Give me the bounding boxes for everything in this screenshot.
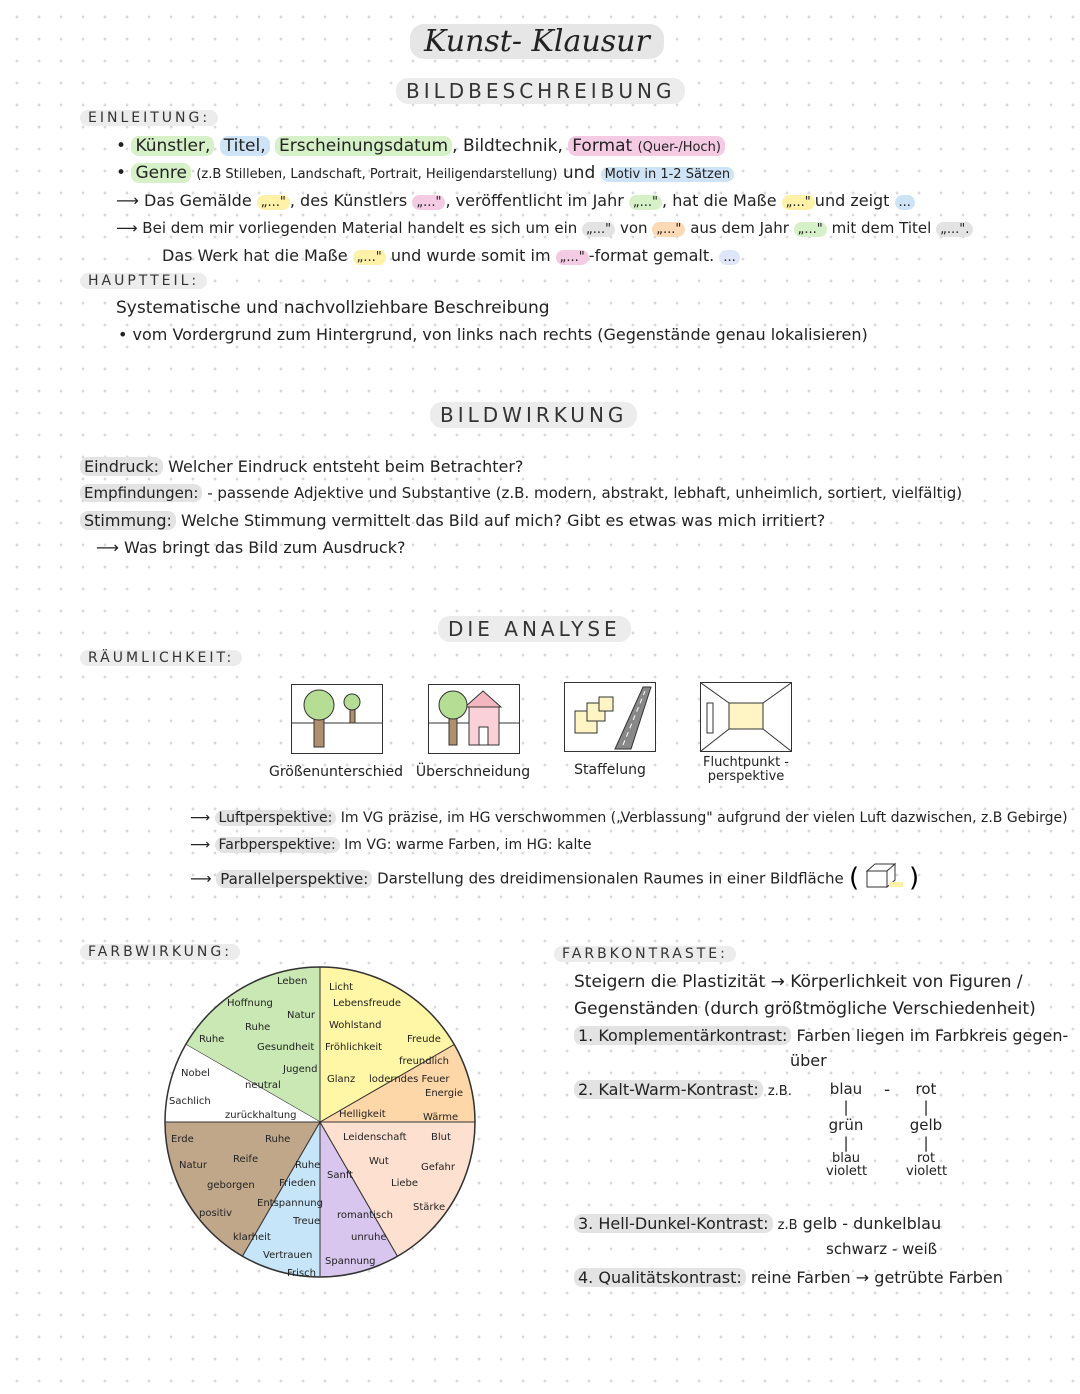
color-rot: rot (915, 1080, 937, 1098)
word-datum: Erscheinungsdatum (275, 136, 452, 156)
hauptteil-line-1: Systematische und nachvollziehbare Beschreibung (116, 298, 550, 318)
placeholder-quote: „..." (556, 250, 589, 265)
empfindungen-line (80, 484, 962, 502)
placeholder-quote: „..." (782, 195, 815, 210)
zb: z.B (777, 1218, 798, 1233)
text: Im VG präzise, im HG verschwommen („Verblassung" aufgrund der vielen Luft dazwischen, z.B Gebirge) (340, 810, 1068, 826)
word: Ruhe (265, 1134, 291, 1145)
figure-ueberschneidung (428, 684, 520, 754)
text: , des Künstlers (289, 191, 408, 210)
text: mit dem Titel (831, 219, 932, 237)
hauptteil-line-2 (118, 325, 868, 344)
luftperspektive-line (190, 810, 1068, 826)
page-title: Kunst- Klausur (410, 24, 664, 59)
trees-icon (292, 685, 382, 753)
corridor-icon (701, 683, 791, 751)
figure-staffelung (564, 682, 656, 752)
word: Entspannung (257, 1198, 323, 1209)
label-farbkontraste: FARBKONTRASTE: (554, 946, 736, 962)
word: Jugend (283, 1064, 318, 1075)
label-eindruck: Eindruck: (80, 457, 163, 476)
word: Spannung (325, 1256, 376, 1267)
word: Leidenschaft (343, 1132, 407, 1143)
word: Sanft (327, 1170, 354, 1181)
kontraste-intro-2: Gegenständen (durch größtmögliche Verschiedenheit) (574, 999, 1036, 1019)
ausdruck-line (96, 538, 405, 557)
word: Gefahr (421, 1162, 455, 1173)
figure-groessenunterschied (291, 684, 383, 754)
word: Glanz (327, 1074, 356, 1085)
cube-icon (849, 862, 929, 892)
label-komplementaer: 1. Komplementärkontrast: (574, 1026, 791, 1045)
divider: | (923, 1134, 929, 1152)
caption-staffelung: Staffelung (574, 762, 646, 778)
word: klarheit (233, 1232, 271, 1243)
text: Welche Stimmung vermittelt das Bild auf mich? Gibt es etwas was mich irritiert? (180, 511, 826, 530)
boxes-road-icon (565, 683, 655, 751)
color-wheel (155, 962, 485, 1282)
label-farbperspektive: Farbperspektive: (215, 837, 340, 853)
format-note: (Quer-/Hoch) (637, 140, 721, 155)
word: Natur (287, 1010, 315, 1021)
kontrast-1-cont: über (790, 1051, 827, 1070)
kontrast-4 (574, 1268, 1003, 1287)
house-tree-icon (429, 685, 519, 753)
text: Das Werk hat die Maße (162, 246, 348, 265)
kontrast-3-line2: schwarz - weiß (826, 1240, 938, 1258)
placeholder-quote: „..." (257, 195, 290, 210)
zb: z.B. (767, 1084, 792, 1099)
word: Fröhlichkeit (325, 1042, 383, 1053)
word: Sachlich (169, 1096, 211, 1107)
placeholder-quote: ... (895, 195, 915, 210)
caption-fluchtpunkt: Fluchtpunkt - perspektive (703, 755, 789, 784)
bullet-icon: • (118, 325, 128, 344)
word: Licht (329, 982, 354, 993)
kalt-column (826, 1080, 866, 1178)
arrow-right-icon: ⟶ (190, 837, 211, 853)
eindruck-line (80, 457, 523, 476)
word: Erde (171, 1134, 194, 1145)
caption-ueberschneidung: Überschneidung (415, 764, 531, 780)
divider: | (843, 1134, 849, 1152)
word: Treue (293, 1216, 321, 1227)
text: Bei dem mir vorliegenden Material handelt es sich um ein (142, 219, 578, 237)
genre-note: (z.B Stilleben, Landschaft, Portrait, Heiligendarstellung) (196, 167, 558, 182)
text: aus dem Jahr (690, 219, 789, 237)
kontrast-3 (574, 1214, 941, 1233)
word-genre: Genre (131, 163, 190, 183)
arrow-right-icon: ⟶ (116, 219, 138, 237)
arrow-right-icon: ⟶ (116, 191, 139, 210)
arrow-right-icon: ⟶ (190, 810, 211, 826)
arrow-right-icon: ⟶ (190, 869, 212, 888)
cube-sketch (849, 862, 929, 896)
warm-column (906, 1080, 946, 1178)
divider: | (843, 1098, 849, 1116)
text: , veröffentlicht im Jahr (445, 191, 624, 210)
word: Ruhe (295, 1160, 321, 1171)
word: Gesundheit (257, 1042, 315, 1053)
word: Blut (431, 1132, 451, 1143)
word: Reife (233, 1154, 259, 1165)
text: Farben liegen im Farbkreis gegen- (796, 1026, 1069, 1045)
arrow-line-1 (116, 191, 915, 210)
placeholder-quote: „..." (652, 222, 685, 237)
word: zurückhaltung (225, 1110, 297, 1121)
placeholder-quote: „..." (353, 250, 386, 265)
word-titel: Titel, (220, 136, 270, 156)
text: getrübte Farben (874, 1268, 1003, 1287)
heading-bildwirkung: BILDWIRKUNG (430, 402, 637, 428)
svg-text:): ) (908, 863, 919, 892)
text: Welcher Eindruck entsteht beim Betrachter? (168, 457, 524, 476)
word-technik: Bildtechnik (462, 136, 558, 156)
text: gelb - dunkelblau (802, 1214, 942, 1233)
word-motiv: Motiv in 1-2 Sätzen (601, 167, 734, 182)
heading-bildbeschreibung: BILDBESCHREIBUNG (396, 78, 685, 104)
word: Wärme (423, 1112, 459, 1123)
word: neutral (245, 1080, 281, 1091)
text: von (619, 219, 648, 237)
word: Nobel (181, 1068, 210, 1079)
label-farbwirkung: FARBWIRKUNG: (80, 944, 240, 960)
caption-groessenunterschied: Größenunterschied (268, 764, 404, 780)
color-rot-violett: rot violett (906, 1151, 948, 1179)
text: reine Farben (750, 1268, 851, 1287)
label-raeumlichkeit: RÄUMLICHKEIT: (80, 650, 242, 666)
format-text: Format (572, 136, 633, 156)
label-luftperspektive: Luftperspektive: (215, 810, 337, 826)
color-gelb: gelb (909, 1116, 943, 1134)
word: loderndes Feuer (369, 1074, 450, 1085)
word: Liebe (391, 1178, 419, 1189)
color-gruen: grün (828, 1116, 864, 1134)
heading-analyse: DIE ANALYSE (438, 616, 631, 642)
sep: , (452, 136, 458, 156)
word: geborgen (207, 1180, 255, 1191)
bullet-icon: • (116, 163, 127, 183)
word: unruhe (351, 1232, 387, 1243)
text: vom Vordergrund zum Hintergrund, von links nach rechts (Gegenstände genau lokalisieren) (132, 325, 868, 344)
placeholder-quote: „..." (629, 195, 662, 210)
text: Im VG: warme Farben, im HG: kalte (344, 837, 592, 853)
word: Wut (369, 1156, 389, 1167)
word: Freude (407, 1034, 441, 1045)
word-und: und (562, 163, 596, 183)
word: Leben (277, 976, 308, 987)
word: Energie (425, 1088, 464, 1099)
arrow-right-icon: ⟶ (96, 538, 119, 557)
placeholder-quote: ... (719, 250, 739, 265)
placeholder-quote: „..." (412, 195, 445, 210)
parallelperspektive-line (190, 862, 929, 896)
text: Was bringt das Bild zum Ausdruck? (124, 538, 406, 557)
svg-text:(: ( (848, 863, 859, 892)
label-empfindungen: Empfindungen: (80, 484, 202, 502)
bullet-line-2 (116, 163, 734, 183)
text: und wurde somit im (390, 246, 551, 265)
placeholder-quote: „..." (582, 222, 615, 237)
word: Helligkeit (339, 1109, 386, 1120)
figure-fluchtpunkt (700, 682, 792, 752)
kontraste-intro-1: Steigern die Plastizität → Körperlichkeit von Figuren / (574, 972, 1023, 992)
placeholder-quote: „..." (794, 222, 827, 237)
word-kuenstler: Künstler, (131, 136, 214, 156)
word: positiv (199, 1208, 233, 1219)
label-hauptteil: HAUPTTEIL: (80, 273, 207, 289)
label-hell-dunkel: 3. Hell-Dunkel-Kontrast: (574, 1214, 773, 1233)
placeholder-quote: „...". (936, 222, 973, 237)
word: Natur (179, 1160, 207, 1171)
divider: | (923, 1098, 929, 1116)
word: Ruhe (245, 1022, 271, 1033)
word: Frieden (279, 1178, 316, 1189)
label-einleitung: EINLEITUNG: (80, 110, 218, 126)
text: -format gemalt. (588, 246, 715, 265)
word: Wohlstand (329, 1020, 382, 1031)
word: Hoffnung (227, 998, 273, 1009)
word: Vertrauen (263, 1250, 313, 1261)
stimmung-line (80, 511, 825, 530)
label-qualitaet: 4. Qualitätskontrast: (574, 1268, 746, 1287)
word: Stärke (413, 1202, 446, 1213)
word: romantisch (337, 1210, 393, 1221)
word: Ruhe (199, 1034, 225, 1045)
label-parallelperspektive: Parallelperspektive: (216, 870, 372, 888)
label-kalt-warm: 2. Kalt-Warm-Kontrast: (574, 1080, 763, 1099)
color-blau-violett: blau violett (826, 1151, 868, 1179)
word: Lebensfreude (333, 998, 401, 1009)
text: Darstellung des dreidimensionalen Raumes in einer Bildfläche (377, 869, 844, 888)
kontrast-2 (574, 1080, 792, 1099)
word-format (568, 136, 725, 156)
farbperspektive-line (190, 837, 592, 853)
bullet-line-1 (116, 136, 725, 156)
word: freundlich (399, 1056, 449, 1067)
arrow-line-2 (116, 219, 973, 237)
arrow-right-icon: → (855, 1268, 870, 1287)
word: Frisch (287, 1268, 316, 1279)
text: , hat die Maße (662, 191, 777, 210)
text: - passende Adjektive und Substantive (z.B. modern, abstrakt, lebhaft, unheimlich, sortiert, vielfältig) (207, 484, 963, 502)
bullet-icon: • (116, 136, 127, 156)
text: Das Gemälde (144, 191, 252, 210)
label-stimmung: Stimmung: (80, 511, 176, 530)
arrow-line-3 (162, 246, 740, 265)
sep: , (557, 136, 563, 156)
kontrast-1 (574, 1026, 1068, 1045)
color-blau: blau (829, 1080, 863, 1098)
kontrast-2-dash: - (884, 1080, 891, 1100)
text: und zeigt (814, 191, 890, 210)
